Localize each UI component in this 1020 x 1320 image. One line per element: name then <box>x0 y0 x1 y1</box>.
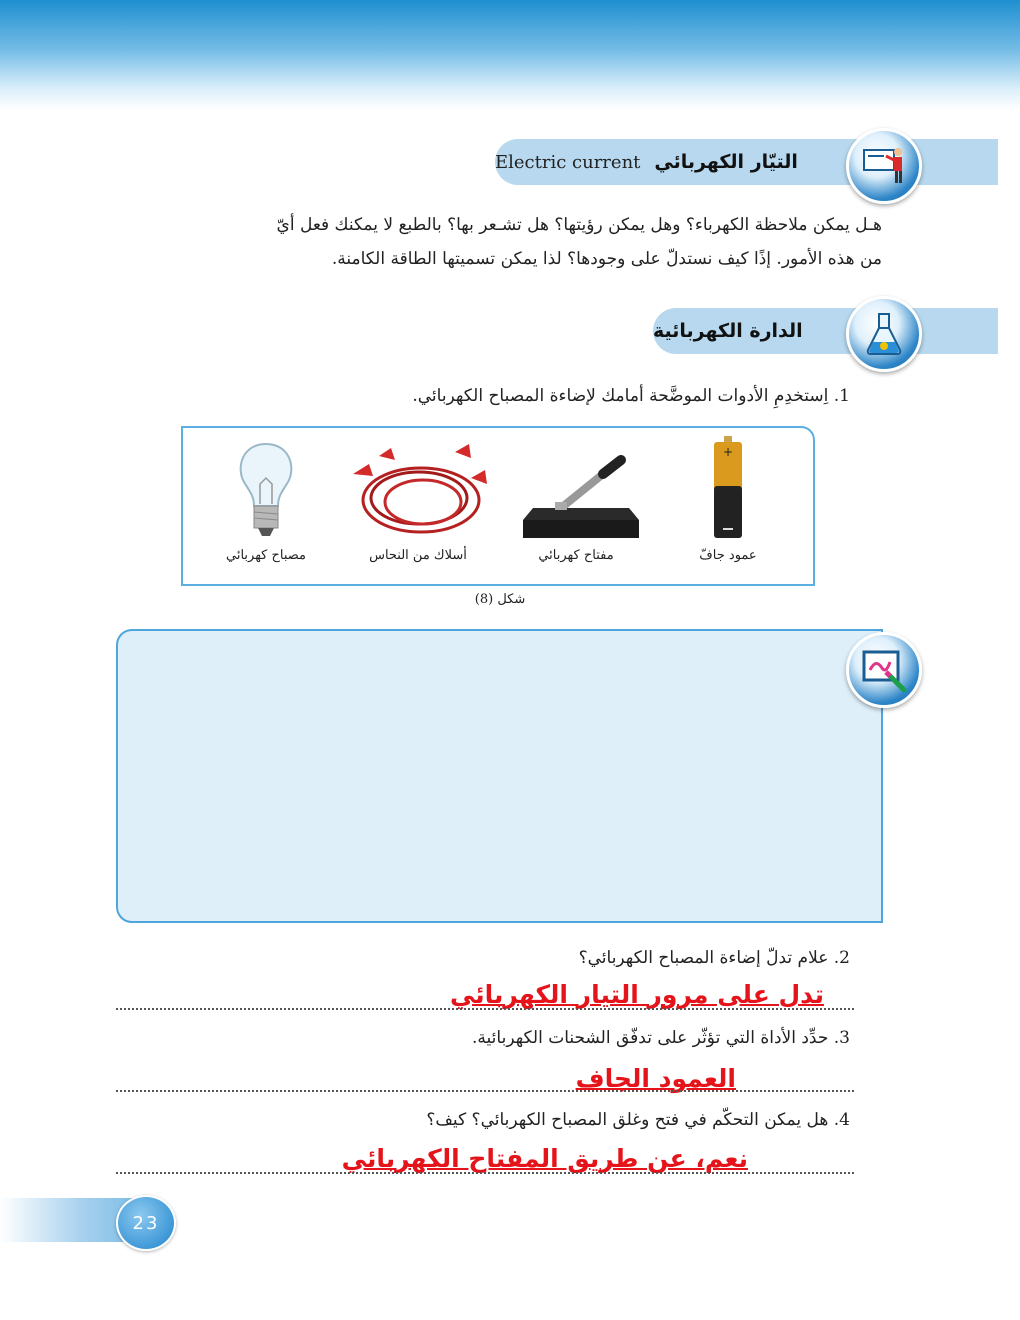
intro-line-1: هـل يمكن ملاحظة الكهرباء؟ وهل يمكن رؤيتها؟ هل تشـعر بها؟ بالطبع لا يمكنك فعل أيّ <box>276 215 882 235</box>
light-bulb-icon <box>226 434 306 542</box>
tool-wires <box>343 434 493 563</box>
drawing-board-icon <box>846 632 922 708</box>
page-number: 23 <box>116 1195 176 1251</box>
tools-figure <box>181 426 815 586</box>
bulb-label: مصباح كهربائي <box>225 548 307 563</box>
knife-switch-icon <box>511 434 641 542</box>
switch-label: مفتاح كهربائي <box>538 548 614 563</box>
intro-paragraph <box>110 208 882 276</box>
question-2: 2. علام تدلّ إضاءة المصباح الكهربائي؟ <box>578 948 850 968</box>
teacher-board-icon <box>846 128 922 204</box>
battery-label: عمود جافّ <box>699 548 757 563</box>
answer-2: تدل على مرور التيار الكهربائي <box>449 980 824 1009</box>
question-4: 4. هل يمكن التحكّم في فتح وغلق المصباح الكهربائي؟ كيف؟ <box>426 1110 850 1130</box>
answer-4: نعم، عن طريق المفتاح الكهربائي <box>341 1144 748 1173</box>
wires-label: أسلاك من النحاس <box>369 548 467 563</box>
tool-switch <box>501 434 651 563</box>
section-title-circuit: الدارة الكهربائية <box>653 320 803 342</box>
answer-line-3 <box>116 1090 854 1092</box>
answer-line-4 <box>116 1172 854 1174</box>
tool-battery <box>653 434 803 563</box>
section-header-electric-current <box>495 139 998 185</box>
figure-caption: شكل (8) <box>474 592 526 607</box>
answer-line-2 <box>116 1008 854 1010</box>
battery-icon <box>708 434 748 542</box>
copper-wires-icon <box>343 434 493 542</box>
activity-drawing-box[interactable] <box>116 629 883 923</box>
tool-bulb <box>191 434 341 563</box>
intro-line-2: من هذه الأمور. إذًا كيف نستدلّ على وجودها؟ لذا يمكن تسميتها الطاقة الكامنة. <box>331 249 882 269</box>
flask-icon <box>846 296 922 372</box>
answer-3: العمود الجاف <box>575 1064 736 1093</box>
section-header-electric-circuit <box>653 308 998 354</box>
question-1: 1. اِستخدِمِ الأدوات الموضَّحة أمامك لإضاءة المصباح الكهربائي. <box>412 386 850 406</box>
section-title-en: Electric current <box>495 151 641 173</box>
svg-text:+: + <box>722 445 734 459</box>
question-3: 3. حدِّد الأداة التي تؤثّر على تدفّق الشحنات الكهربائية. <box>472 1028 850 1048</box>
section-title-ar: التيّار الكهربائي <box>654 151 798 173</box>
header-band <box>0 0 1020 110</box>
